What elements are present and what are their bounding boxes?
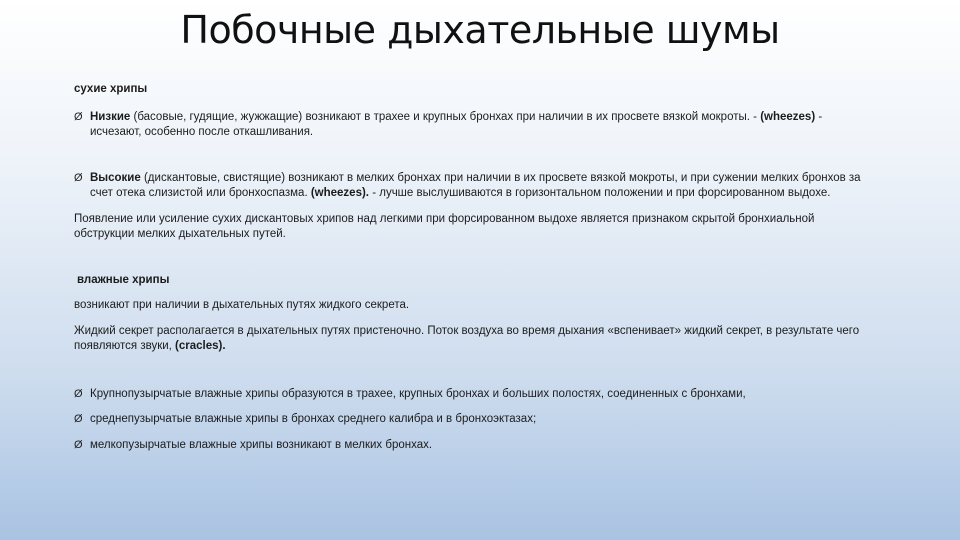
fine-rales-text: мелкопузырчатые влажные хрипы возникают в мелких бронхах. [90, 438, 433, 451]
arrow-bullet-icon: Ø [74, 387, 83, 400]
arrow-bullet-icon: Ø [74, 413, 83, 425]
low-rales-text-2: - исчезают, особенно после откашливания. [90, 110, 823, 138]
arrow-bullet-icon: Ø [74, 171, 83, 184]
medium-rales-item [74, 412, 874, 428]
arrow-bullet-icon: Ø [74, 438, 83, 451]
high-rales-term: Высокие [90, 171, 141, 184]
coarse-rales-item [74, 387, 874, 403]
slide-title: Побочные дыхательные шумы [180, 8, 780, 52]
arrow-bullet-icon: Ø [74, 110, 83, 123]
slide-content [74, 82, 874, 453]
fine-rales-item [74, 438, 874, 454]
high-rales-text-2: - лучше выслушиваются в горизонтальном положении и при форсированном выдохе. [369, 187, 831, 199]
medium-rales-text: среднепузырчатые влажные хрипы в бронхах среднего калибра и в бронхоэктазах; [90, 413, 537, 425]
high-rales-text: (дискантовые, свистящие) возникают в мелких бронхах при наличии в их просвете вязкой мокроты, и при сужении мелких бронхов за счет отека слизистой или бронхоспазма. [90, 171, 861, 199]
coarse-rales-text: Крупнопузырчатые влажные хрипы образуются в трахее, крупных бронхах и больших полостях, соединенных с бронхами, [90, 387, 746, 400]
high-rales-bullet [74, 171, 874, 202]
moist-line-2-text: Жидкий секрет располагается в дыхательных путях пристеночно. Поток воздуха во время дыхания «вспенивает» жидкий секрет, в результате чего появляются звуки, [74, 324, 860, 352]
moist-rales-line-1 [74, 298, 874, 314]
low-rales-text: (басовые, гудящие, жужжащие) возникают в трахее и крупных бронхах при наличии в их просвете вязкой мокроты. - [130, 110, 757, 123]
low-rales-bullet [74, 110, 874, 141]
high-rales-wheezes: (wheezes). [310, 187, 370, 199]
dry-rales-note: Появление или усиление сухих дискантовых хрипов над легкими при форсированном выдохе является признаком скрытой бронхиальной обструкции мелких дыхательных путей. [74, 212, 815, 240]
moist-rales-line-2 [74, 324, 874, 355]
moist-rales-heading: влажные хрипы [77, 273, 170, 286]
dry-rales-heading: сухие хрипы [74, 83, 148, 95]
moist-line-2-cracles: (cracles). [175, 340, 226, 352]
low-rales-term: Низкие [90, 110, 131, 123]
moist-line-1-text: возникают при наличии в дыхательных путях жидкого секрета. [74, 299, 410, 311]
low-rales-wheezes: (wheezes) [760, 110, 816, 123]
